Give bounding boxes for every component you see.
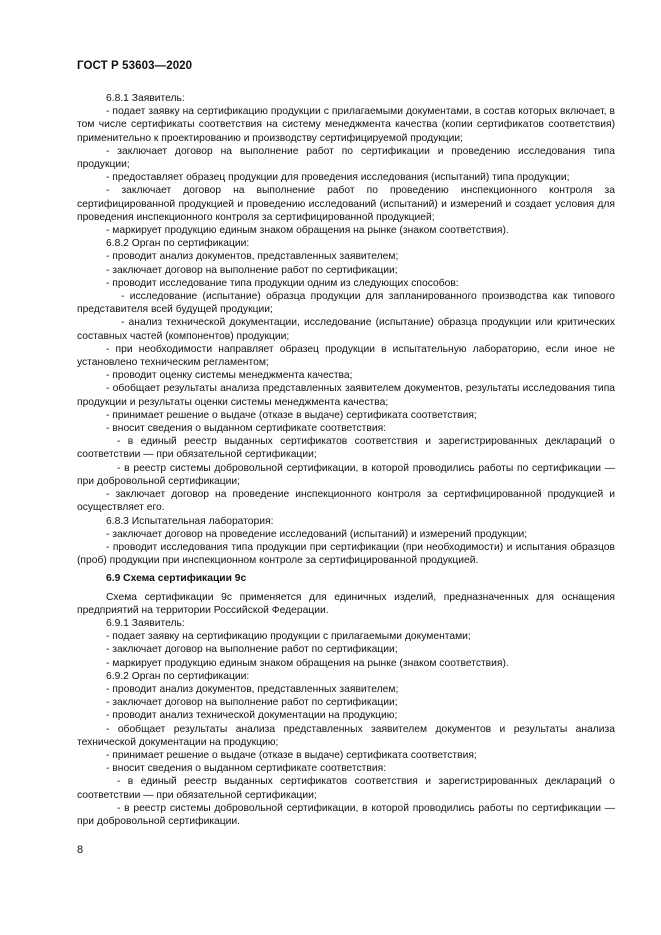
paragraph: - проводит анализ технической документации на продукцию; [106,710,398,722]
section-heading: 6.9 Схема сертификации 9с [106,573,247,585]
paragraph: Схема сертификации 9с применяется для единичных изделий, предназначенных для оснащения предприятий на территории Российской Федерации. [77,591,615,616]
paragraph: 6.8.3 Испытательная лаборатория: [106,515,274,527]
paragraph: - маркирует продукцию единым знаком обращения на рынке (знаком соответствия). [106,225,509,237]
page-number: 8 [77,844,84,856]
paragraph: - проводит анализ документов, представленных заявителем; [106,683,399,695]
paragraph: - в единый реестр выданных сертификатов соответствия и зарегистрированных деклараций о соответствии — при обязательной сертификации; [77,776,615,801]
paragraph: - принимает решение о выдаче (отказе в выдаче) сертификата соответствия; [106,409,477,421]
paragraph: - заключает договор на выполнение работ по сертификации; [106,697,398,709]
paragraph: - заключает договор на проведение инспекционного контроля за сертифицированной продукцией и осуществляет его. [77,489,615,514]
paragraph: - проводит анализ документов, представленных заявителем; [106,251,399,263]
paragraph: - обобщает результаты анализа представленных заявителем документов, результаты исследования типа продукции и результаты оценки системы менеджмента качества; [77,383,615,408]
paragraph: - в реестр системы добровольной сертификации, в которой проводились работы по сертификации — при добровольной сертификации; [77,462,615,487]
paragraph: - принимает решение о выдаче (отказе в выдаче) сертификата соответствия; [106,749,477,761]
paragraph: - проводит исследование типа продукции одним из следующих способов: [106,277,459,289]
paragraph: - обобщает результаты анализа представленных заявителем документов и результаты анализа технической документации на продукцию; [77,723,615,748]
paragraph: - подает заявку на сертификацию продукции с прилагаемыми документами, в состав которых включает, в том числе сертификаты соответствия на систему менеджмента качества (копии сертификатов соответствия) применительно к проектированию и производству сертифицируемой продукции; [77,106,615,144]
paragraph: - заключает договор на проведение исследований (испытаний) и измерений продукции; [106,528,528,540]
paragraph: - заключает договор на выполнение работ по сертификации и проведению исследования типа продукции; [77,145,615,171]
paragraph: - в реестр системы добровольной сертификации, в которой проводились работы по сертификации — при добровольной сертификации. [77,802,615,827]
document-body [77,92,615,828]
paragraph: - проводит исследования типа продукции при сертификации (при необходимости) и испытания образцов (проб) продукции при инспекционном контроле за сертифицированной продукцией. [77,541,615,567]
paragraph: - в единый реестр выданных сертификатов соответствия и зарегистрированных деклараций о соответствии — при обязательной сертификации; [77,436,615,461]
paragraph: 6.8.2 Орган по сертификации: [106,238,250,250]
paragraph: - заключает договор на выполнение работ по проведению инспекционного контроля за сертифицированной продукцией и проведению исследований (испытаний) и измерений и создает условия для проведения инспекционного контроля за сертифицированной продукцией; [77,185,615,223]
paragraph: - анализ технической документации, исследование (испытание) образца продукции или критических составных частей (компонентов) продукции; [77,317,615,342]
paragraph: - предоставляет образец продукции для проведения исследования (испытаний) типа продукции; [106,172,570,184]
paragraph: - исследование (испытание) образца продукции для запланированного производства как типового представителя всей будущей продукции; [77,291,615,316]
paragraph: - заключает договор на выполнение работ по сертификации; [106,644,398,656]
paragraph: - вносит сведения о выданном сертификате соответствия: [106,423,387,435]
paragraph: 6.8.1 Заявитель: [106,93,185,104]
paragraph: - заключает договор на выполнение работ по сертификации; [106,264,398,276]
paragraph: 6.9.1 Заявитель: [106,617,185,629]
paragraph: - при необходимости направляет образец продукции в испытательную лабораторию, если иное не установлено техническим регламентом; [77,343,615,369]
paragraph: - проводит оценку системы менеджмента качества; [106,370,353,382]
document-header: ГОСТ Р 53603—2020 [77,60,193,72]
paragraph: 6.9.2 Орган по сертификации: [106,670,250,682]
paragraph: - подает заявку на сертификацию продукции с прилагаемыми документами; [106,631,471,643]
paragraph: - вносит сведения о выданном сертификате соответствия: [106,763,387,775]
paragraph: - маркирует продукцию единым знаком обращения на рынке (знаком соответствия). [106,657,509,669]
